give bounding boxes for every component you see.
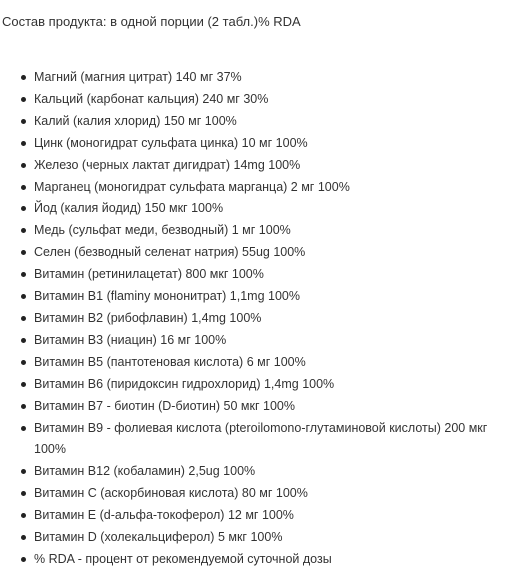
bullet-icon: [21, 360, 26, 365]
composition-heading: Состав продукта: в одной порции (2 табл.)% RDA: [2, 14, 301, 29]
list-item-text: Витамин В3 (ниацин) 16 мг 100%: [34, 332, 227, 347]
bullet-icon: [21, 491, 26, 496]
bullet-icon: [21, 141, 26, 146]
list-item: [0, 89, 505, 111]
list-item: [0, 330, 505, 352]
bullet-icon: [21, 382, 26, 387]
list-item: [0, 177, 505, 199]
list-item: [0, 505, 505, 527]
bullet-icon: [21, 228, 26, 233]
list-item: [0, 133, 505, 155]
list-item: [0, 374, 505, 396]
list-item-text: Витамин В7 - биотин (D-биотин) 50 мкг 100%: [34, 398, 295, 413]
list-item: [0, 264, 505, 286]
list-item: [0, 352, 505, 374]
bullet-icon: [21, 557, 26, 562]
bullet-icon: [21, 469, 26, 474]
list-item: [0, 286, 505, 308]
list-item-text: Витамин В9 - фолиевая кислота (pteroilomono-глутаминовой кислоты) 200 мкг 100%: [34, 420, 488, 457]
bullet-icon: [21, 338, 26, 343]
list-item-text: Витамин В5 (пантотеновая кислота) 6 мг 100%: [34, 354, 306, 369]
list-item-text: Кальций (карбонат кальция) 240 мг 30%: [34, 91, 269, 106]
bullet-icon: [21, 404, 26, 409]
bullet-icon: [21, 535, 26, 540]
list-item: [0, 155, 505, 177]
list-item-text: Йод (калия йодид) 150 мкг 100%: [34, 201, 224, 216]
list-item-text: Витамин Е (d-альфа-токоферол) 12 мг 100%: [34, 508, 294, 523]
list-item-text: Витамин В12 (кобаламин) 2,5ug 100%: [34, 464, 256, 479]
list-item-text: % RDA - процент от рекомендуемой суточной дозы: [34, 551, 332, 566]
list-item-text: Витамин В6 (пиридоксин гидрохлорид) 1,4mg 100%: [34, 376, 335, 391]
list-item: [0, 418, 505, 462]
list-item-text: Витамин (ретинилацетат) 800 мкг 100%: [34, 267, 264, 282]
list-item-text: Витамин С (аскорбиновая кислота) 80 мг 100%: [34, 486, 308, 501]
bullet-icon: [21, 206, 26, 211]
list-item: [0, 242, 505, 264]
list-item: [0, 220, 505, 242]
bullet-icon: [21, 272, 26, 277]
list-item-text: Калий (калия хлорид) 150 мг 100%: [34, 113, 237, 128]
list-item-text: Витамин D (холекальциферол) 5 мкг 100%: [34, 530, 283, 545]
list-item-text: Магний (магния цитрат) 140 мг 37%: [34, 70, 242, 84]
bullet-icon: [21, 426, 26, 431]
list-item: [0, 549, 505, 571]
list-item: [0, 527, 505, 549]
list-item: [0, 396, 505, 418]
list-item-text: Витамин В1 (flaminy мононитрат) 1,1mg 100%: [34, 289, 300, 304]
list-item-text: Железо (черных лактат дигидрат) 14mg 100%: [34, 157, 301, 172]
list-item-text: Витамин В2 (рибофлавин) 1,4mg 100%: [34, 310, 262, 325]
list-item: [0, 308, 505, 330]
list-item: [0, 67, 505, 89]
list-item-text: Медь (сульфат меди, безводный) 1 мг 100%: [34, 223, 291, 238]
bullet-icon: [21, 119, 26, 124]
bullet-icon: [21, 513, 26, 518]
ingredient-list: [0, 67, 505, 571]
list-item: [0, 483, 505, 505]
bullet-icon: [21, 97, 26, 102]
bullet-icon: [21, 250, 26, 255]
list-item-text: Марганец (моногидрат сульфата марганца) 2 мг 100%: [34, 179, 350, 194]
bullet-icon: [21, 75, 26, 80]
bullet-icon: [21, 294, 26, 299]
list-item-text: Селен (безводный селенат натрия) 55ug 100%: [34, 245, 306, 260]
bullet-icon: [21, 185, 26, 190]
list-item: [0, 461, 505, 483]
list-item: [0, 111, 505, 133]
bullet-icon: [21, 316, 26, 321]
list-item-text: Цинк (моногидрат сульфата цинка) 10 мг 100%: [34, 135, 308, 150]
list-item: [0, 198, 505, 220]
bullet-icon: [21, 163, 26, 168]
